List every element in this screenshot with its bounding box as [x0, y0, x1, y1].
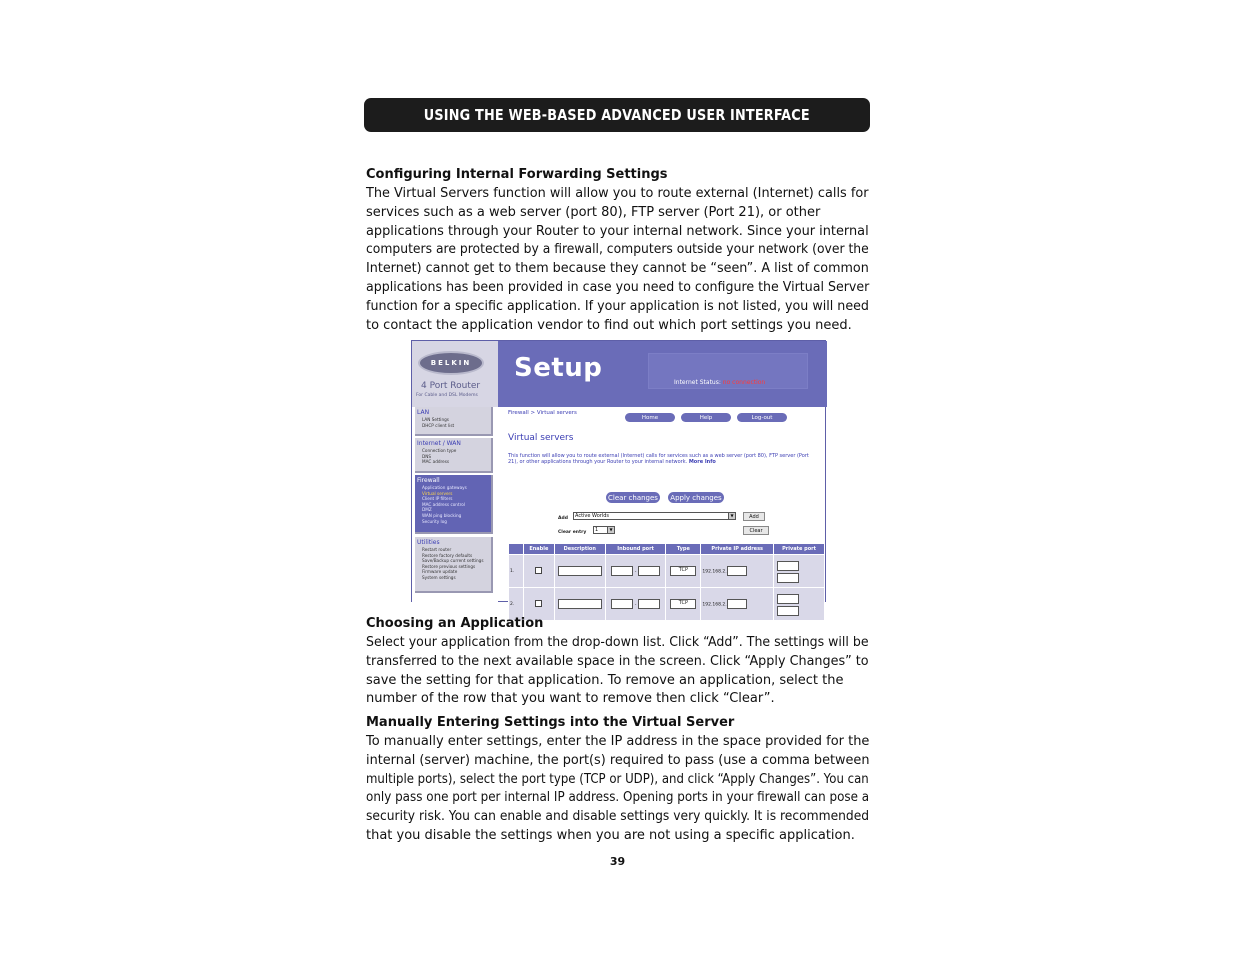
menu-item[interactable]: LAN Settings — [422, 417, 449, 422]
router-setup-screenshot — [411, 340, 826, 608]
chevron-down-icon: ▼ — [607, 527, 614, 533]
text-line: function for a specific application. If your application is not listed, you will need — [366, 298, 869, 314]
menu-item[interactable]: DMZ — [422, 507, 432, 513]
text-line: computers are protected by a firewall, computers outside your network (over the — [366, 242, 869, 258]
breadcrumb: Firewall > Virtual servers — [508, 410, 577, 416]
menu-item-current[interactable]: Virtual servers — [422, 490, 453, 496]
type-select[interactable]: TCP — [670, 566, 696, 576]
add-label: Add — [558, 516, 568, 521]
add-button[interactable]: Add — [743, 512, 765, 521]
apply-changes-button[interactable]: Apply changes — [668, 492, 724, 503]
page-title: Virtual servers — [508, 433, 574, 443]
col-header: Inbound port — [605, 544, 666, 555]
section-title-choosing: Choosing an Application — [366, 616, 544, 631]
text-line: to contact the application vendor to find out which port settings you need. — [366, 317, 852, 333]
clear-entry-label: Clear entry — [558, 530, 587, 535]
section-title-forwarding: Configuring Internal Forwarding Settings — [366, 167, 668, 182]
text-line: only pass one port per internal IP address. Opening ports in your firewall can pose a — [366, 790, 870, 806]
menu-item[interactable]: Firmware update — [422, 569, 458, 575]
section-header-bar — [364, 98, 870, 132]
description-input[interactable] — [558, 566, 602, 576]
text-line: number of the row that you want to remove then click “Clear”. — [366, 691, 775, 707]
menu-utilities — [415, 537, 493, 593]
menu-item[interactable]: MAC address — [422, 459, 450, 465]
chevron-down-icon: ▼ — [728, 513, 735, 519]
menu-item[interactable]: Restart router — [422, 547, 452, 552]
menu-item[interactable]: Connection type — [422, 448, 457, 453]
page-number: 39 — [609, 855, 626, 868]
table-row: 1. - TCP 192.168.2. — [509, 555, 825, 588]
col-header: Enable — [523, 544, 554, 555]
menu-item[interactable]: WAN ping blocking — [422, 512, 462, 518]
col-header: Private port — [774, 544, 825, 555]
ip-last-octet-input[interactable] — [727, 566, 747, 576]
private-port-end-input[interactable] — [777, 573, 799, 583]
text-line: The Virtual Servers function will allow you to route external (Internet) calls for — [366, 186, 869, 201]
menu-head-wan[interactable]: Internet / WAN — [417, 440, 461, 447]
inbound-port-start-input[interactable] — [611, 599, 633, 609]
status-value: no connection — [722, 379, 766, 386]
menu-item[interactable]: Restore previous settings — [422, 563, 476, 569]
text-line: applications through your Router to your internal network. Since your internal — [366, 223, 869, 239]
col-header: Description — [554, 544, 605, 555]
menu-item[interactable]: Security log — [422, 518, 447, 524]
enable-checkbox[interactable] — [535, 600, 542, 607]
menu-item[interactable]: Application gateways — [422, 485, 467, 490]
col-header — [509, 544, 524, 555]
text-line: services such as a web server (port 80), FTP server (Port 21), or other — [366, 204, 821, 220]
text-line: that you disable the settings when you are not using a specific application. — [366, 827, 855, 843]
more-info-link[interactable]: More Info — [688, 459, 716, 465]
product-subtitle: For Cable and DSL Modems — [416, 393, 478, 398]
virtual-server-table — [508, 543, 825, 621]
text-line: transferred to the next available space in the screen. Click “Apply Changes” to — [366, 653, 869, 669]
home-button[interactable]: Home — [625, 413, 675, 422]
internet-status: Internet Status: no connection — [674, 379, 766, 386]
type-select[interactable]: TCP — [670, 599, 696, 609]
paragraph-forwarding — [366, 185, 869, 335]
menu-item[interactable]: Save/Backup current settings — [422, 558, 484, 564]
text-line: save the setting for that application. To remove an application, select the — [366, 672, 844, 688]
row-number: 2. — [509, 588, 524, 621]
table-header-row — [509, 544, 825, 555]
sidebar — [412, 407, 498, 603]
table-row: 2. - TCP 192.168.2. — [509, 588, 825, 621]
private-port-start-input[interactable] — [777, 594, 799, 604]
belkin-logo: BELKIN — [418, 351, 484, 375]
enable-checkbox[interactable] — [535, 567, 542, 574]
menu-item[interactable]: Client IP filters — [422, 496, 453, 502]
clear-button[interactable]: Clear — [743, 526, 769, 535]
col-header: Type — [666, 544, 701, 555]
inbound-port-end-input[interactable] — [638, 566, 660, 576]
menu-wan — [415, 438, 493, 473]
inbound-port-end-input[interactable] — [638, 599, 660, 609]
section-header-title: USING THE WEB-BASED ADVANCED USER INTERFACE — [423, 106, 811, 124]
text-line: To manually enter settings, enter the IP address in the space provided for the — [366, 734, 870, 749]
inbound-port-start-input[interactable] — [611, 566, 633, 576]
paragraph-manual — [366, 733, 869, 846]
section-title-manual: Manually Entering Settings into the Virtual Server — [366, 715, 735, 730]
menu-head-utilities[interactable]: Utilities — [417, 539, 440, 546]
private-port-end-input[interactable] — [777, 606, 799, 616]
menu-firewall — [415, 475, 493, 534]
row-number: 1. — [509, 555, 524, 588]
ip-last-octet-input[interactable] — [727, 599, 747, 609]
col-header: Private IP address — [701, 544, 774, 555]
menu-item[interactable]: System settings — [422, 574, 456, 580]
logout-button[interactable]: Log-out — [737, 413, 787, 422]
menu-head-lan[interactable]: LAN — [417, 409, 430, 416]
help-button[interactable]: Help — [681, 413, 731, 422]
page-description: This function will allow you to route external (Internet) calls for services such as a web server (port 80), FTP server (Port 21), or other applications through your Router to your internal network. More Info — [508, 453, 809, 465]
description-input[interactable] — [558, 599, 602, 609]
text-line: applications has been provided in case you need to configure the Virtual Server — [366, 279, 870, 295]
clear-entry-select[interactable]: 1 ▼ — [593, 526, 615, 534]
menu-head-firewall[interactable]: Firewall — [417, 477, 440, 484]
text-line: internal (server) machine, the port(s) required to pass (use a comma between — [366, 752, 870, 768]
menu-item[interactable]: DNS — [422, 453, 432, 459]
paragraph-choosing — [366, 634, 869, 709]
ip-prefix: 192.168.2. — [702, 602, 727, 608]
ip-prefix: 192.168.2. — [702, 569, 727, 575]
text-line: Internet) cannot get to them because they cannot be “seen”. A list of common — [366, 261, 869, 277]
product-name: 4 Port Router — [421, 381, 481, 391]
application-select[interactable]: Active Worlds ▼ — [573, 512, 736, 520]
text-line: Select your application from the drop-down list. Click “Add”. The settings will be — [366, 635, 869, 650]
menu-item[interactable]: Restore factory defaults — [422, 552, 473, 558]
text-line: security risk. You can enable and disable settings very quickly. It is recommended — [366, 809, 870, 825]
private-port-start-input[interactable] — [777, 561, 799, 571]
menu-lan — [415, 407, 493, 436]
menu-item[interactable]: MAC address control — [422, 501, 465, 507]
menu-item[interactable]: DHCP client list — [422, 422, 455, 428]
clear-changes-button[interactable]: Clear changes — [606, 492, 660, 503]
setup-title: Setup — [514, 353, 603, 383]
text-line: multiple ports), select the port type (TCP or UDP), and click “Apply Changes”. You can — [366, 771, 869, 787]
